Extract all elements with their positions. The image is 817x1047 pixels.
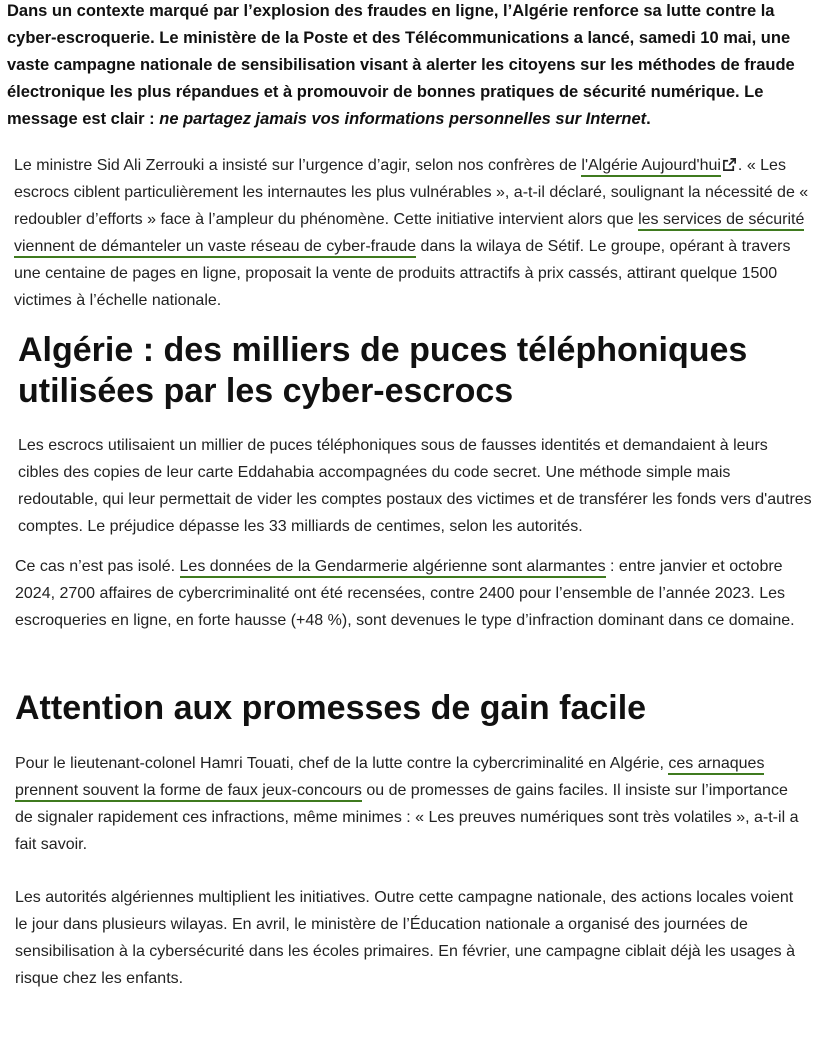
paragraph-1-text-b: . « Les escrocs ciblent particulièrement les internautes les plus vulnérables », a-t-il déclaré, soulignant la nécessité de « redoubler d’efforts » face à l’ampleur du phénomène. Cette initiative intervient alors que [14, 157, 809, 228]
article-lead [7, 0, 807, 133]
paragraph-3-text-a: Ce cas n’est pas isolé. [15, 558, 180, 575]
paragraph-3-text-b: : entre janvier et octobre 2024, 2700 affaires de cybercriminalité ont été recensées, contre 2400 pour l’ensemble de l’année 2023. Les escroqueries en ligne, en forte hausse (+48 %), sont devenues le type d’infraction dominant dans ce domaine. [15, 558, 795, 629]
link-cyber-fraude-network[interactable]: les services de sécurité viennent de démanteler un vaste réseau de cyber-fraude [14, 211, 804, 258]
heading-gain-facile: Attention aux promesses de gain facile [15, 689, 647, 727]
external-link-icon[interactable] [722, 157, 737, 172]
paragraph-1-text-a: Le ministre Sid Ali Zerrouki a insisté sur l’urgence d’agir, selon nos confrères de [14, 157, 582, 174]
paragraph-1 [14, 152, 809, 314]
lead-end: . [646, 110, 651, 128]
link-gendarmerie-data[interactable]: Les données de la Gendarmerie algérienne sont alarmantes [180, 558, 606, 578]
lead-emphasis: ne partagez jamais vos informations personnelles sur Internet [159, 110, 647, 128]
link-faux-jeux-concours[interactable]: ces arnaques prennent souvent la forme de faux jeux-concours [15, 755, 764, 802]
paragraph-4-text-a: Pour le lieutenant-colonel Hamri Touati, chef de la lutte contre la cybercriminalité en Algérie, [15, 755, 669, 772]
paragraph-2: Les escrocs utilisaient un millier de puces téléphoniques sous de fausses identités et demandaient à leurs cibles des copies de leur carte Eddahabia accompagnées du code secret. Une méthode simple mais redoutable, qui leur permettait de vider les comptes postaux des victimes et de transférer les fonds vers d'autres comptes. Le préjudice dépasse les 33 milliards de centimes, selon les autorités. [18, 437, 812, 535]
paragraph-4 [15, 750, 810, 858]
paragraph-5: Les autorités algériennes multiplient les initiatives. Outre cette campagne nationale, des actions locales voient le jour dans plusieurs wilayas. En avril, le ministère de l’Éducation nationale a organisé des journées de sensibilisation à la cybersécurité dans les écoles primaires. En février, une campagne ciblait déjà les usages à risque chez les enfants. [15, 889, 795, 987]
paragraph-1-text-c: dans la wilaya de Sétif. Le groupe, opérant à travers une centaine de pages en ligne, proposait la vente de produits attractifs à prix cassés, attirant quelque 1500 victimes à l’échelle nationale. [14, 238, 791, 309]
lead-text: Dans un contexte marqué par l’explosion des fraudes en ligne, l’Algérie renforce sa lutte contre la cyber-escroquerie. Le ministère de la Poste et des Télécommunications a lancé, samedi 10 mai, une vaste campagne nationale de sensibilisation visant à alerter les citoyens sur les méthodes de fraude électronique les plus répandues et à promouvoir de bonnes pratiques de sécurité numérique. Le message est clair : [7, 2, 795, 128]
heading-puces: Algérie : des milliers de puces téléphoniques utilisées par les cyber-escrocs [18, 331, 748, 410]
paragraph-3 [15, 553, 810, 634]
link-algerie-aujourdhui[interactable]: l'Algérie Aujourd'hui [581, 157, 721, 177]
paragraph-4-text-b: ou de promesses de gains faciles. Il insiste sur l’importance de signaler rapidement ces infractions, même minimes : « Les preuves numériques sont très volatiles », a-t-il a fait savoir. [15, 782, 799, 853]
